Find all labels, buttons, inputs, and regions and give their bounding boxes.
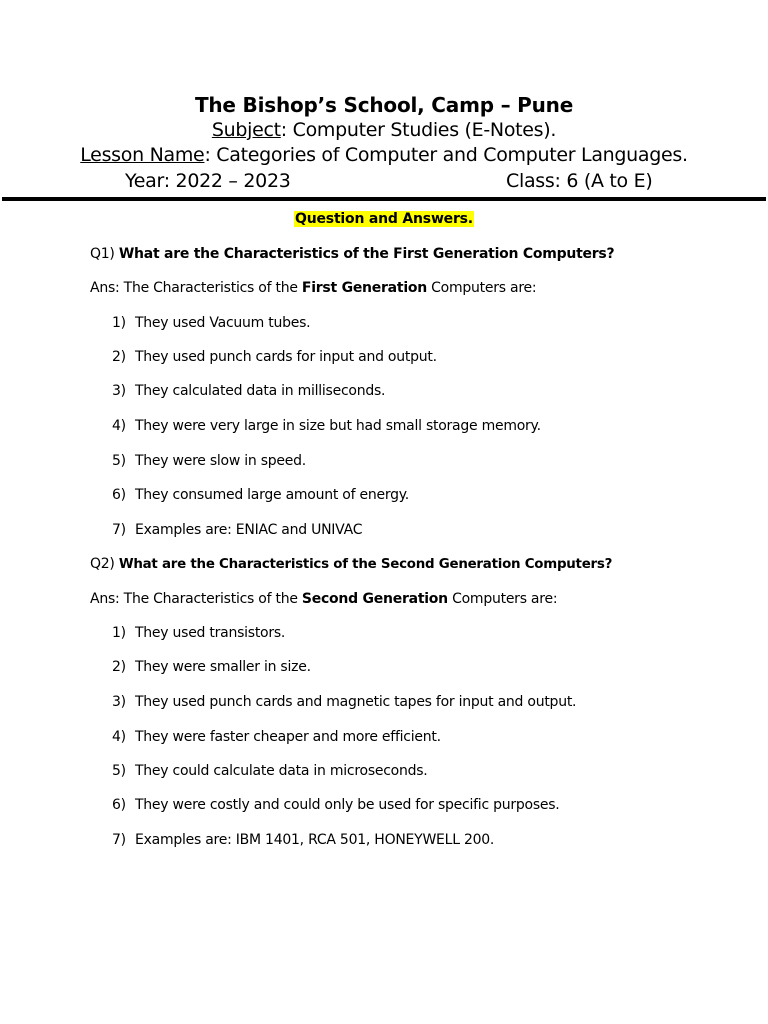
list-item [112,761,428,781]
lesson-label: Lesson Name [80,144,205,166]
answer-1-bold: First Generation [301,280,427,296]
year-text: Year: 2022 – 2023 [125,170,291,192]
list-item-text: They used punch cards and magnetic tapes for input and output. [135,694,577,710]
list-item [112,623,285,643]
answer-1-prefix: Ans: The Characteristics of the [90,280,302,296]
answer-2-intro [90,589,557,609]
question-1-prefix: Q1) [90,246,119,262]
list-item-text: They consumed large amount of energy. [135,487,409,503]
lesson-value: : Categories of Computer and Computer Languages. [204,144,688,166]
list-item-text: They were smaller in size. [135,659,311,675]
list-item-number: 5) [112,763,126,779]
list-item [112,381,385,401]
class-text: Class: 6 (A to E) [506,170,653,192]
list-item [112,830,494,850]
answer-2-prefix: Ans: The Characteristics of the [90,591,302,607]
question-2-prefix: Q2) [90,556,119,572]
list-item [112,485,409,505]
list-item-text: They were slow in speed. [135,453,306,469]
list-item [112,727,441,747]
answer-1-intro [90,278,536,298]
answer-1-suffix: Computers are: [426,280,537,296]
school-name: The Bishop’s School, Camp – Pune [194,93,574,117]
list-item [112,451,306,471]
list-item-number: 2) [112,349,126,365]
list-item [112,416,541,436]
answer-2-suffix: Computers are: [447,591,558,607]
list-item [112,347,437,367]
list-item [112,313,310,333]
list-item-text: They used Vacuum tubes. [135,315,311,331]
list-item [112,520,362,540]
list-item-number: 1) [112,625,126,641]
question-1-text: What are the Characteristics of the First Generation Computers? [118,246,615,262]
question-1 [90,244,614,264]
list-item-text: They were faster cheaper and more efficient. [135,729,441,745]
question-2 [90,554,612,575]
list-item-number: 6) [112,797,126,813]
list-item-number: 7) [112,832,126,848]
subject-line [0,118,768,143]
section-title [0,208,768,230]
list-item-text: They used punch cards for input and output. [135,349,437,365]
list-item-number: 5) [112,453,126,469]
list-item [112,795,559,815]
year-class-line [0,168,768,194]
list-item-number: 4) [112,729,126,745]
list-item-number: 1) [112,315,126,331]
list-item-number: 6) [112,487,126,503]
list-item [112,692,576,712]
subject-value: : Computer Studies (E-Notes). [280,119,557,141]
list-item-number: 3) [112,383,126,399]
answer-2-bold: Second Generation [301,591,448,607]
subject-label: Subject [211,119,281,141]
list-item-text: They could calculate data in microseconds. [135,763,428,779]
list-item-text: Examples are: IBM 1401, RCA 501, HONEYWELL 200. [135,832,495,848]
list-item-number: 3) [112,694,126,710]
list-item [112,657,311,677]
list-item-text: Examples are: ENIAC and UNIVAC [135,522,363,538]
list-item-text: They calculated data in milliseconds. [135,383,386,399]
header-divider [2,197,766,201]
question-2-text: What are the Characteristics of the Second Generation Computers? [118,557,613,572]
lesson-line [0,143,768,168]
list-item-text: They were very large in size but had small storage memory. [135,418,541,434]
list-item-number: 4) [112,418,126,434]
list-item-text: They used transistors. [135,625,286,641]
list-item-number: 7) [112,522,126,538]
section-title-highlight: Question and Answers. [295,211,473,227]
list-item-number: 2) [112,659,126,675]
list-item-text: They were costly and could only be used for specific purposes. [135,797,560,813]
document-header [0,92,768,168]
